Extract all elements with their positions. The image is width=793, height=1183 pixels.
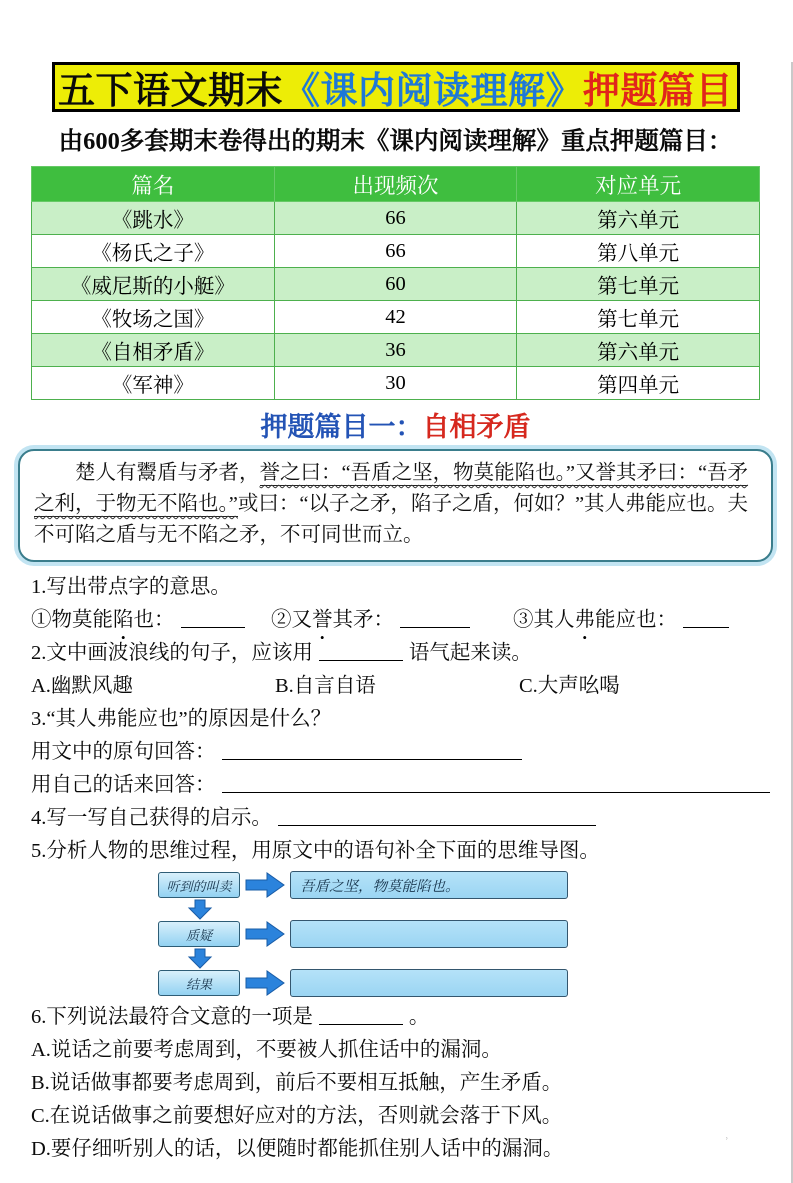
question-4: 4.写一写自己获得的启示。 — [31, 802, 763, 835]
dotted-char: 陷 — [113, 609, 134, 631]
passage-pre: 楚人有鬻盾与矛者， — [75, 462, 260, 484]
cell-frequency: 36 — [274, 334, 517, 367]
table-row — [32, 268, 760, 301]
answer-blank — [400, 608, 470, 628]
mindmap-content-box — [290, 969, 568, 997]
subtitle: 由600多套期末卷得出的期末《课内阅读理解》重点押题篇目： — [58, 128, 733, 155]
cell-frequency: 66 — [274, 202, 517, 235]
dotted-char: 誉 — [312, 609, 333, 631]
cell-title: 《杨氏之子》 — [32, 235, 275, 268]
q3-answer-line-1: 用文中的原句回答： — [31, 736, 763, 769]
answer-blank — [222, 740, 522, 760]
q6-option-b: B.说话做事都要考虑周到，前后不要相互抵触，产生矛盾。 — [31, 1072, 563, 1094]
q1-item-1: ①物莫能陷也： — [31, 604, 271, 637]
q1-item-2: ②又誉其矛： — [271, 604, 513, 637]
option-a: A.幽默风趣 — [31, 675, 133, 697]
question-6: 6.下列说法最符合文意的一项是 。 — [31, 1006, 430, 1028]
title-banner — [52, 62, 740, 112]
question-5: 5.分析人物的思维过程，用原文中的语句补全下面的思维导图。 — [31, 840, 600, 862]
question-1: 1.写出带点字的意思。 — [31, 576, 231, 598]
title-part-course: 五下语文期末 — [58, 71, 283, 112]
table-row — [32, 334, 760, 367]
answer-blank — [319, 641, 403, 661]
q6-option-c: C.在说话做事之前要想好应对的方法，否则就会落于下风。 — [31, 1105, 563, 1127]
mindmap-connector-1 — [158, 899, 763, 920]
scan-artifact: ˒ — [724, 1129, 729, 1144]
section-heading-topic: 自相矛盾 — [422, 412, 531, 442]
title-part-topic: 《课内阅读理解》 — [283, 71, 583, 112]
table-header-row — [32, 167, 760, 202]
cell-unit: 第七单元 — [517, 301, 760, 334]
question-2-options — [31, 670, 763, 703]
cell-unit: 第六单元 — [517, 334, 760, 367]
table-row — [32, 235, 760, 268]
mindmap-content-box — [290, 920, 568, 948]
header-unit-col: 对应单元 — [517, 167, 760, 202]
cell-frequency: 42 — [274, 301, 517, 334]
passage-wavy-underlined: 誉之曰：“吾盾之坚，物莫能陷也。”又誉其矛曰：“吾矛之利，于物无不陷也。” — [34, 462, 749, 515]
cell-unit: 第八单元 — [517, 235, 760, 268]
cell-unit: 第七单元 — [517, 268, 760, 301]
cell-frequency: 66 — [274, 235, 517, 268]
table-row — [32, 367, 760, 400]
mindmap-connector-2 — [158, 948, 763, 969]
mindmap-content-box: 吾盾之坚，物莫能陷也。 — [290, 871, 568, 899]
mindmap-label-box: 结果 — [158, 970, 240, 996]
answer-blank — [683, 608, 729, 628]
dotted-char: 弗 — [574, 609, 595, 631]
option-c: C.大声吆喝 — [519, 675, 620, 697]
question-1-items — [31, 604, 763, 637]
passage-text — [34, 458, 757, 551]
cell-frequency: 60 — [274, 268, 517, 301]
arrow-right-icon — [245, 921, 285, 947]
section-heading — [0, 405, 791, 444]
answer-blank — [319, 1005, 403, 1025]
option-b: B.自言自语 — [275, 675, 376, 697]
mindmap-row-1 — [158, 871, 763, 899]
cell-frequency: 30 — [274, 367, 517, 400]
cell-title: 《自相矛盾》 — [32, 334, 275, 367]
cell-title: 《军神》 — [32, 367, 275, 400]
frequency-table — [31, 166, 760, 400]
answer-blank — [222, 773, 770, 793]
header-title-col: 篇名 — [32, 167, 275, 202]
passage-box — [18, 449, 773, 562]
cell-unit: 第六单元 — [517, 202, 760, 235]
table-row — [32, 202, 760, 235]
cell-title: 《跳水》 — [32, 202, 275, 235]
arrow-right-icon — [245, 872, 285, 898]
mindmap-label-box: 听到的叫卖 — [158, 872, 240, 898]
mindmap-row-3 — [158, 969, 763, 997]
cell-unit: 第四单元 — [517, 367, 760, 400]
cell-title: 《牧场之国》 — [32, 301, 275, 334]
question-2: 2.文中画波浪线的句子，应该用 语气起来读。 — [31, 642, 532, 664]
q6-option-d: D.要仔细听别人的话，以便随时都能抓住别人话中的漏洞。 — [31, 1138, 564, 1160]
cell-title: 《威尼斯的小艇》 — [32, 268, 275, 301]
answer-blank — [181, 608, 245, 628]
questions-section — [31, 571, 763, 1166]
worksheet-page — [0, 62, 793, 1183]
answer-blank — [278, 806, 596, 826]
title-part-type: 押题篇目 — [583, 71, 733, 112]
mindmap-row-2 — [158, 920, 763, 948]
question-3: 3.“其人弗能应也”的原因是什么？ — [31, 708, 332, 730]
passage-post: 或曰：“以子之矛，陷子之盾，何如？”其人弗能应也。夫不可陷之盾与无不陷之矛，不可同世而立。 — [34, 493, 749, 546]
arrow-right-icon — [245, 970, 285, 996]
section-heading-label: 押题篇目一： — [260, 412, 423, 442]
q6-option-a: A.说话之前要考虑周到，不要被人抓住话中的漏洞。 — [31, 1039, 502, 1061]
mindmap-diagram — [158, 871, 763, 997]
header-frequency-col: 出现频次 — [274, 167, 517, 202]
table-row — [32, 301, 760, 334]
q3-answer-line-2: 用自己的话来回答： — [31, 769, 763, 802]
mindmap-label-box: 质疑 — [158, 921, 240, 947]
arrow-down-icon — [188, 899, 212, 920]
q1-item-3: ③其人弗能应也： — [513, 604, 760, 637]
arrow-down-icon — [188, 948, 212, 969]
